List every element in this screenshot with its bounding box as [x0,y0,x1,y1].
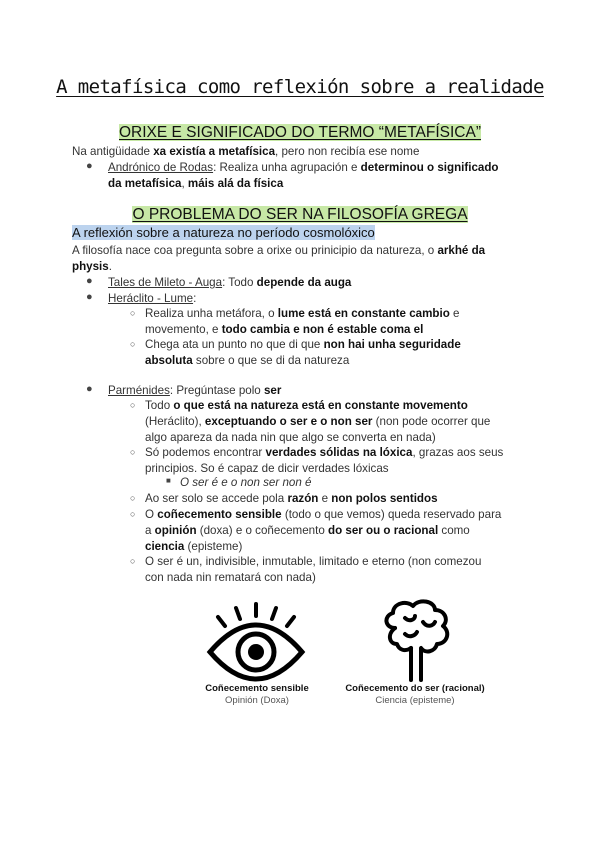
bullet-dot-icon: ● [86,160,93,172]
bullet-razon: Ao ser solo se accede pola razón e non polos sentidos [145,492,438,505]
bullet-tales: Tales de Mileto - Auga: Todo depende da auga [108,276,352,289]
bullet-metafora: Realiza unha metáfora, o lume está en constante cambio e [145,307,460,320]
circle-bullet-icon: ○ [130,556,136,566]
section-heading-orixe: ORIXE E SIGNIFICADO DO TERMO “METAFÍSICA” [119,124,481,141]
paragraph-antiguidade: Na antigüidade xa existía a metafísica, pero non recibía ese nome [72,145,420,158]
bullet-ser-non-ser: O ser é e o non ser non é [180,476,312,489]
bullet-coñecemento: O coñecemento sensible (todo o que vemos) queda reservado para [145,508,502,521]
caption-eye: Coñecemento sensible Opinión (Doxa) [205,683,309,706]
bullet-ser-un-cont: con nada nin rematará con nada) [145,571,316,584]
circle-bullet-icon: ○ [130,447,136,457]
section-heading-problema: O PROBLEMA DO SER NA FILOSOFÍA GREGA [132,206,468,223]
brain-head-icon [375,598,455,684]
circle-bullet-icon: ○ [130,339,136,349]
bullet-seguridade: Chega ata un punto no que di que non hai unha seguridade [145,338,461,351]
bullet-loxica-cont: principios. So é capaz de dicir verdades lóxicas [145,462,389,475]
bullet-dot-icon: ● [86,383,93,395]
square-bullet-icon: ■ [166,476,171,485]
bullet-metafora-cont: movemento, e todo cambia e non é estable coma el [145,323,424,336]
eye-icon [206,600,306,682]
bullet-dot-icon: ● [86,291,93,303]
circle-bullet-icon: ○ [130,400,136,410]
bullet-coñecemento-cont: a opinión (doxa) e o coñecemento do ser ou o racional como [145,524,470,537]
caption-brain: Coñecemento do ser (racional) Ciencia (episteme) [345,683,485,706]
bullet-heraclito: Heráclito - Lume: [108,292,197,305]
paragraph-arkhe: A filosofía nace coa pregunta sobre a orixe ou prinicipio da natureza, o arkhé da [72,244,486,257]
bullet-andronico: Andrónico de Rodas: Realiza unha agrupación e determinou o significado [108,161,499,174]
bullet-movemento-cont: (Heráclito), exceptuando o ser e o non ser (non pode ocorrer que [145,415,491,428]
bullet-coñecemento-cont2: ciencia (episteme) [145,540,243,553]
circle-bullet-icon: ○ [130,308,136,318]
subheading-natureza: A reflexión sobre a natureza no período cosmolóxico [72,225,375,240]
circle-bullet-icon: ○ [130,509,136,519]
bullet-seguridade-cont: absoluta sobre o que se di da natureza [145,354,350,367]
bullet-dot-icon: ● [86,275,93,287]
circle-bullet-icon: ○ [130,493,136,503]
bullet-ser-un: O ser é un, indivisible, inmutable, limitado e eterno (non comezou [145,555,482,568]
bullet-parmenides: Parménides: Pregúntase polo ser [108,384,282,397]
paragraph-arkhe-cont: physis. [72,260,112,273]
page-title: A metafísica como reflexión sobre a realidade [56,76,544,98]
bullet-movemento: Todo o que está na natureza está en constante movemento [145,399,468,412]
bullet-loxica: Só podemos encontrar verdades sólidas na lóxica, grazas aos seus [145,446,504,459]
bullet-andronico-cont: da metafísica, máis alá da física [108,177,284,190]
bullet-movemento-cont2: algo apareza da nada nin que algo se converta en nada) [145,431,436,444]
